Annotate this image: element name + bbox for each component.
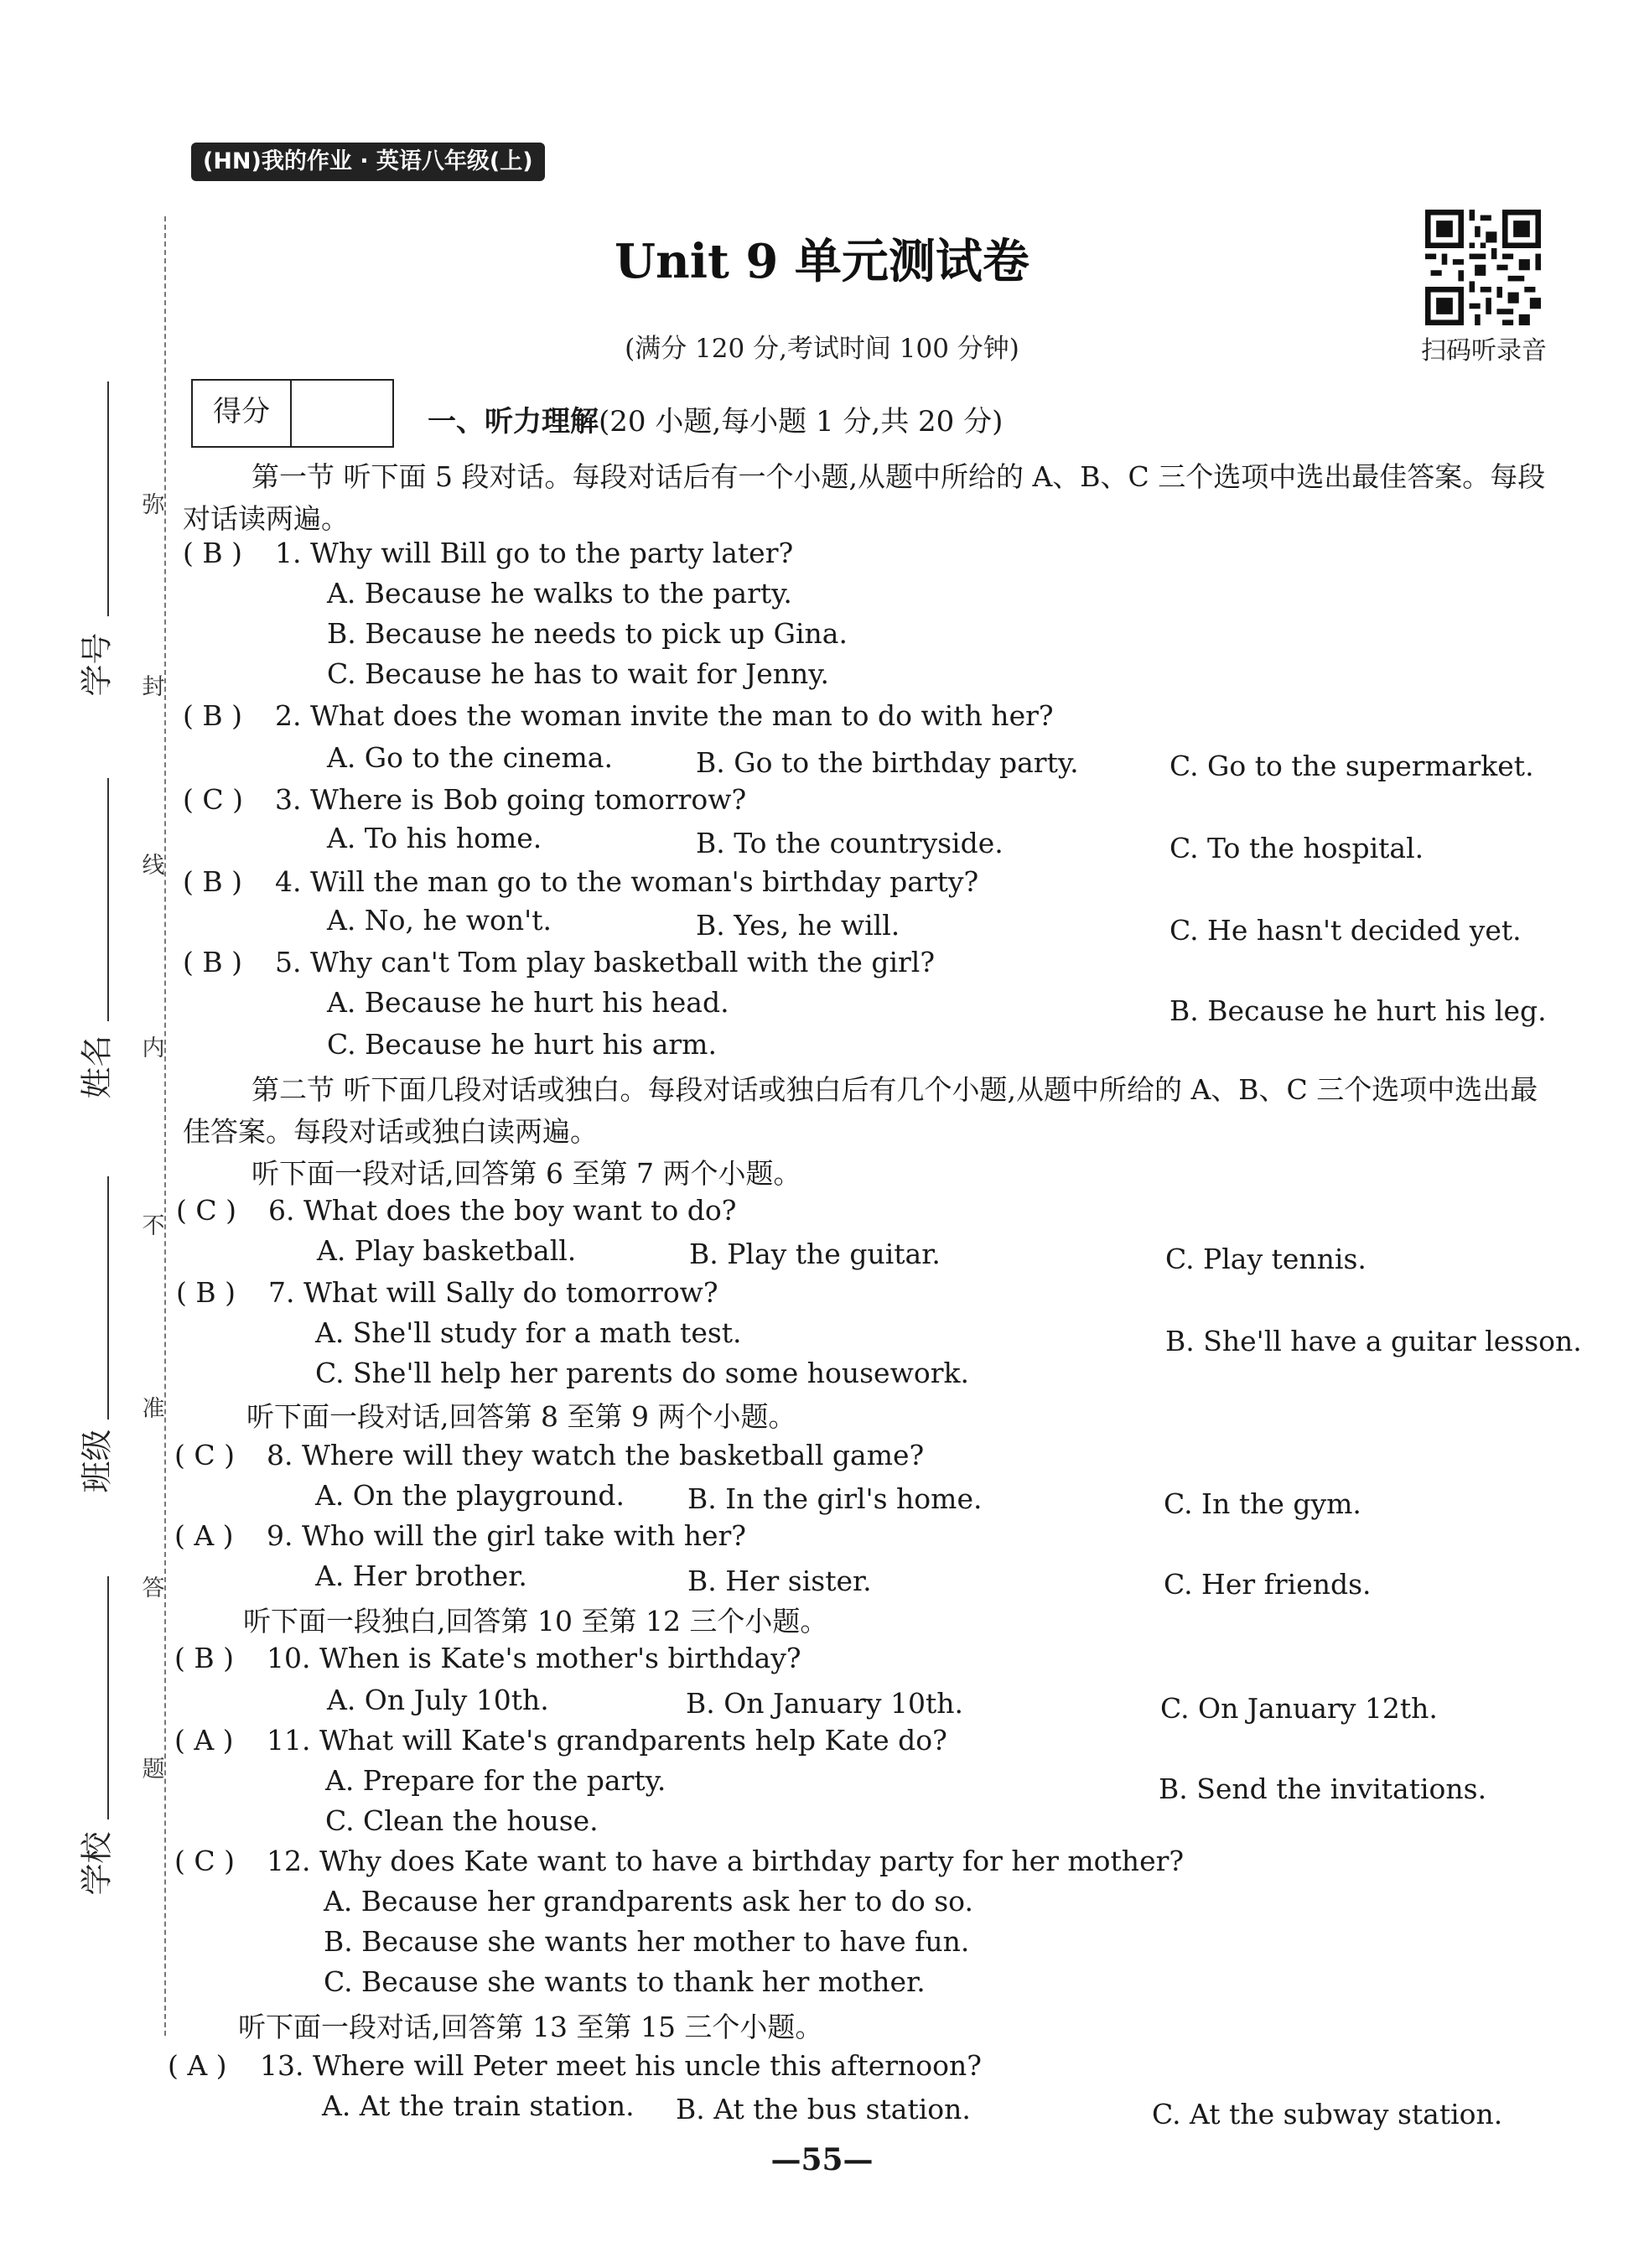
answer-mark: ( B ) [183,537,242,569]
book-header-tag: (HN)我的作业 · 英语八年级(上) [191,143,545,181]
question-9 [174,1519,746,1552]
group-instruction: 听下面一段对话,回答第 13 至第 15 三个小题。 [238,2011,823,2043]
option-a: A. On the playground. [315,1479,625,1512]
student-id-line [107,381,109,616]
option-a: A. Because he walks to the party. [327,577,792,610]
answer-mark: ( B ) [174,1642,234,1674]
option-c: C. Play tennis. [1165,1243,1367,1275]
option-c: C. Because he has to wait for Jenny. [327,657,830,690]
question-text: 5. Why can't Tom play basketball with the girl? [275,946,936,978]
answer-mark: ( C ) [176,1194,236,1227]
option-c: C. To the hospital. [1169,832,1424,864]
option-c: C. Go to the supermarket. [1169,750,1534,782]
question-text: 13. Where will Peter meet his uncle this afternoon? [260,2049,982,2082]
option-c: C. He hasn't decided yet. [1169,914,1522,947]
class-label: 班级 [78,1429,116,1493]
question-11 [174,1724,947,1757]
option-c: C. In the gym. [1164,1487,1361,1520]
question-text: 9. Who will the girl take with her? [267,1519,746,1552]
question-12 [174,1845,1184,1877]
binding-char: 线 [142,853,165,879]
group-instruction: 听下面一段独白,回答第 10 至第 12 三个小题。 [243,1605,828,1637]
option-c: C. Because he hurt his arm. [327,1028,717,1061]
option-b: B. Go to the birthday party. [696,746,1079,779]
option-b: B. Because he needs to pick up Gina. [327,617,848,650]
answer-mark: ( C ) [183,783,243,816]
option-c: C. On January 12th. [1160,1692,1438,1725]
option-b: B. Her sister. [687,1565,872,1597]
answer-mark: ( B ) [183,865,242,898]
answer-mark: ( C ) [174,1845,235,1877]
binding-char: 答 [142,1575,165,1601]
question-text: 4. Will the man go to the woman's birthday party? [275,865,979,898]
school-line [107,1576,109,1819]
option-c: C. At the subway station. [1152,2098,1503,2130]
option-c: C. Clean the house. [325,1804,599,1837]
question-text: 10. When is Kate's mother's birthday? [267,1642,801,1674]
answer-mark: ( B ) [183,699,242,732]
part1-intro: 第一节 听下面 5 段对话。每段对话后有一个小题,从题中所给的 A、B、C 三个选项中选出最佳答案。每段对话读两遍。 [183,460,1546,535]
option-b: B. Yes, he will. [696,909,900,942]
option-a: A. On July 10th. [327,1684,549,1716]
option-b: B. Because she wants her mother to have fun. [324,1925,970,1958]
qr-caption: 扫码听录音 [1421,336,1547,366]
binding-char: 内 [142,1035,165,1061]
option-a: A. Because he hurt his head. [327,986,729,1019]
page-title: Unit 9 单元测试卷 [615,234,1029,289]
answer-mark: ( A ) [174,1519,234,1552]
group-instruction: 听下面一段对话,回答第 8 至第 9 两个小题。 [246,1400,796,1433]
question-text: 3. Where is Bob going tomorrow? [275,783,747,816]
question-13 [168,2049,982,2082]
section-title [428,398,1003,439]
question-text: 2. What does the woman invite the man to do with her? [275,699,1054,732]
score-label: 得分 [193,381,292,446]
question-6 [176,1194,736,1227]
option-c: C. Because she wants to thank her mother. [324,1965,926,1998]
binding-char: 不 [142,1213,165,1239]
question-7 [176,1276,718,1309]
part2-intro: 第二节 听下面几段对话或独白。每段对话或独白后有几个小题,从题中所给的 A、B、C 三个选项中选出最佳答案。每段对话或独白读两遍。 [183,1073,1538,1148]
option-a: A. No, he won't. [327,904,552,937]
group-instruction: 听下面一段对话,回答第 6 至第 7 两个小题。 [252,1157,801,1190]
option-a: A. To his home. [327,822,542,854]
answer-mark: ( C ) [174,1439,235,1471]
option-b: B. At the bus station. [676,2093,971,2125]
question-text: 6. What does the boy want to do? [268,1194,737,1227]
qr-code-icon[interactable] [1425,210,1541,325]
option-c: C. Her friends. [1164,1568,1372,1601]
option-a: A. Go to the cinema. [327,741,613,774]
option-a: A. At the train station. [322,2089,635,2122]
binding-char: 弥 [142,492,165,518]
binding-char: 准 [142,1396,165,1422]
option-b: B. On January 10th. [686,1687,964,1720]
question-2 [183,699,1054,732]
question-text: 7. What will Sally do tomorrow? [268,1276,718,1309]
question-text: 8. Where will they watch the basketball game? [267,1439,925,1471]
question-text: 1. Why will Bill go to the party later? [275,537,794,569]
option-a: A. Her brother. [315,1560,527,1592]
option-a: A. Because her grandparents ask her to do so. [324,1885,973,1918]
option-b: B. She'll have a guitar lesson. [1165,1325,1582,1357]
option-b: B. To the countryside. [696,827,1004,859]
question-10 [174,1642,801,1674]
option-b: B. In the girl's home. [687,1482,983,1515]
question-4 [183,865,978,898]
exam-info: (满分 120 分,考试时间 100 分钟) [625,334,1019,364]
question-5 [183,946,935,978]
binding-char: 封 [142,674,165,700]
answer-mark: ( A ) [168,2049,227,2082]
page-number: —55— [770,2142,874,2177]
option-b: B. Because he hurt his leg. [1169,994,1547,1027]
option-b: B. Play the guitar. [689,1238,941,1270]
class-line [107,1176,109,1419]
answer-mark: ( B ) [176,1276,236,1309]
section-name: 一、听力理解 [428,405,599,439]
option-a: A. Prepare for the party. [325,1764,666,1797]
question-1 [183,537,793,569]
option-a: A. She'll study for a math test. [315,1316,742,1349]
question-text: 12. Why does Kate want to have a birthday party for her mother? [267,1845,1185,1877]
answer-mark: ( A ) [174,1724,234,1757]
student-id-label: 学号 [78,632,116,697]
question-8 [174,1439,924,1471]
score-box[interactable] [191,379,394,448]
question-3 [183,783,746,816]
option-a: A. Play basketball. [317,1234,577,1267]
name-line [107,778,109,1021]
name-label: 姓名 [78,1035,116,1099]
answer-mark: ( B ) [183,946,242,978]
binding-char: 题 [142,1757,165,1783]
school-label: 学校 [78,1831,116,1896]
option-c: C. She'll help her parents do some housework. [315,1357,969,1389]
question-text: 11. What will Kate's grandparents help Kate do? [267,1724,947,1757]
option-b: B. Send the invitations. [1159,1772,1487,1805]
section-detail: (20 小题,每小题 1 分,共 20 分) [599,405,1004,439]
